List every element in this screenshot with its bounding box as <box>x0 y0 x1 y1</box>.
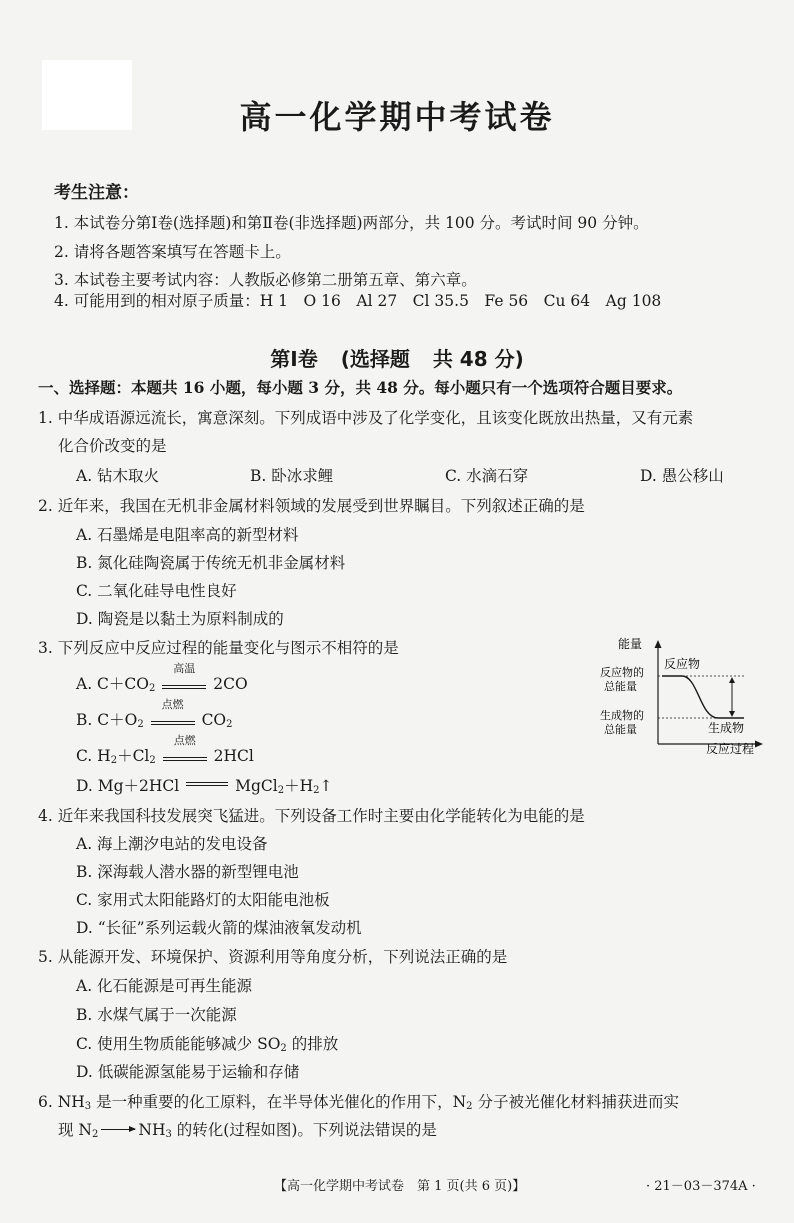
x-axis-label: 反应过程 <box>706 742 755 754</box>
q6-s1-post: 分子被光催化材料捕获进而实 <box>472 1093 679 1111</box>
q2-stem: 2. 近年来，我国在无机非金属材料领域的发展受到世界瞩目。下列叙述正确的是 <box>38 497 585 515</box>
q3-b-condition <box>151 698 195 725</box>
notice-item-1: 1. 本试卷分第Ⅰ卷(选择题)和第Ⅱ卷(非选择题)两部分，共 100 分。考试时间 90 分钟。 <box>54 214 649 232</box>
q5-option-d: D. 低碳能源氢能易于运输和存储 <box>76 1063 300 1081</box>
q5-stem: 5. 从能源开发、环境保护、资源利用等角度分析，下列说法正确的是 <box>38 948 508 966</box>
q3-b-cond-label: 点燃 <box>161 698 184 711</box>
q1-stem-2: 化合价改变的是 <box>58 437 167 455</box>
q3-a-sub: 2 <box>148 683 156 694</box>
q3-c-sub1: 2 <box>110 755 118 766</box>
instruction: 一、选择题：本题共 16 小题，每小题 3 分，共 48 分。每小题只有一个选项符合题目要求。 <box>38 378 683 397</box>
q2-option-b: B. 氮化硅陶瓷属于传统无机非金属材料 <box>76 554 346 572</box>
q3-c-mid: ＋Cl <box>117 747 150 765</box>
q3-c-condition <box>163 734 207 761</box>
q3-d-gas-arrow: ↑ <box>319 777 333 795</box>
q5-option-b: B. 水煤气属于一次能源 <box>76 1006 237 1024</box>
q6-s1-pre: 6. NH <box>38 1093 85 1111</box>
q6-s2-sub2: 3 <box>165 1129 172 1140</box>
q5-c-tail: 的排放 <box>286 1035 339 1053</box>
conversion-arrow-icon <box>101 1129 135 1130</box>
x-axis-arrowhead <box>755 741 763 748</box>
q1-option-a: A. 钻木取火 <box>76 467 160 485</box>
q3-c-rhs: 2HCl <box>213 747 254 765</box>
q3-d-equals <box>186 782 228 786</box>
product-energy-label-1: 生成物的 <box>600 709 644 722</box>
q3-d-sub2: 2 <box>313 785 320 796</box>
q3-option-a <box>76 662 248 699</box>
notice-item-2: 2. 请将各题答案填写在答题卡上。 <box>54 243 291 261</box>
q3-d-rhs: MgCl <box>235 777 278 795</box>
y-axis-label: 能量 <box>618 637 643 651</box>
q6-s2-mid: NH <box>138 1121 166 1139</box>
q3-b-rhs-sub: 2 <box>226 719 233 730</box>
q5-option-a: A. 化石能源是可再生能源 <box>76 977 253 995</box>
energy-difference-arrowhead-down <box>729 711 735 717</box>
exam-code: · 21－03－374A · <box>646 1179 756 1194</box>
q6-s1-sub1: 3 <box>84 1101 92 1112</box>
q6-s1-mid: 是一种重要的化工原料，在半导体光催化的作用下，N <box>91 1093 467 1111</box>
q3-b-sub: 2 <box>137 719 144 730</box>
page-title: 高一化学期中考试卷 <box>239 98 555 136</box>
q4-option-c: C. 家用式太阳能路灯的太阳能电池板 <box>76 891 330 909</box>
section-heading <box>0 343 794 372</box>
reactant-energy-label-1: 反应物的 <box>600 666 644 679</box>
q5-c-sub: 2 <box>280 1043 287 1054</box>
q6-stem-1 <box>38 1092 679 1117</box>
q3-d-lhs: D. Mg＋2HCl <box>76 777 180 795</box>
q3-c-cond-label: 点燃 <box>173 734 196 747</box>
q3-a-rhs: 2CO <box>213 675 248 693</box>
q3-b-rhs: CO <box>201 711 227 729</box>
q3-a-lhs: A. C＋CO <box>76 675 149 693</box>
q3-d-tail: ＋H <box>284 777 314 795</box>
reactant-label: 反应物 <box>664 657 701 671</box>
q3-c-sub2: 2 <box>149 755 156 766</box>
q2-option-c: C. 二氧化硅导电性良好 <box>76 582 237 600</box>
q3-option-d <box>76 776 333 801</box>
q1-option-d: D. 愚公移山 <box>640 467 724 485</box>
section-name: (选择题 <box>340 347 410 371</box>
q5-option-c <box>76 1034 338 1059</box>
q4-stem: 4. 近年来我国科技发展突飞猛进。下列设备工作时主要由化学能转化为电能的是 <box>38 807 585 825</box>
section-part: 第Ⅰ卷 <box>270 347 318 371</box>
q4-option-b: B. 深海载人潜水器的新型锂电池 <box>76 863 299 881</box>
q6-s1-sub2: 2 <box>466 1101 473 1112</box>
product-energy-label-2: 总能量 <box>604 723 637 736</box>
q1-option-b: B. 卧冰求鲤 <box>250 467 334 485</box>
q2-option-a: A. 石墨烯是电阻率高的新型材料 <box>76 526 299 544</box>
q4-option-a: A. 海上潮汐电站的发电设备 <box>76 835 268 853</box>
q5-c-text: C. 使用生物质能能够减少 SO <box>76 1035 281 1053</box>
q6-stem-2 <box>58 1120 437 1145</box>
q6-s2-pre: 现 N <box>58 1121 92 1139</box>
q3-b-lhs: B. C＋O <box>76 711 138 729</box>
page-footer: 【高一化学期中考试卷 第 1 页(共 6 页)】 <box>274 1179 526 1194</box>
energy-diagram <box>594 632 766 754</box>
energy-difference-arrowhead-up <box>729 677 735 683</box>
notice-item-4: 4. 可能用到的相对原子质量：H 1 O 16 Al 27 Cl 35.5 Fe 56 Cu 64 Ag 108 <box>54 292 662 310</box>
q3-option-c <box>76 734 254 771</box>
q6-s2-post: 的转化(过程如图)。下列说法错误的是 <box>171 1121 437 1139</box>
q3-d-sub: 2 <box>277 785 285 796</box>
q1-stem-1: 1. 中华成语源远流长，寓意深刻。下列成语中涉及了化学变化，且该变化既放出热量，又有元素 <box>38 409 694 427</box>
q6-s2-sub1: 2 <box>92 1129 99 1140</box>
q4-option-d: D. “长征”系列运载火箭的煤油液氧发动机 <box>76 919 362 937</box>
q2-option-d: D. 陶瓷是以黏土为原料制成的 <box>76 610 284 628</box>
q3-c-lhs: C. H <box>76 747 111 765</box>
q1-option-c: C. 水滴石穿 <box>445 467 529 485</box>
q3-a-cond-label: 高温 <box>173 662 196 675</box>
section-score: 共 48 分) <box>432 347 524 371</box>
q3-option-b <box>76 698 233 735</box>
notice-heading: 考生注意： <box>54 183 139 203</box>
y-axis-arrowhead <box>655 640 662 648</box>
notice-item-3: 3. 本试卷主要考试内容：人教版必修第二册第五章、第六章。 <box>54 271 477 289</box>
reactant-energy-label-2: 总能量 <box>604 680 637 693</box>
q3-stem: 3. 下列反应中反应过程的能量变化与图示不相符的是 <box>38 639 399 657</box>
q3-a-condition <box>162 662 206 689</box>
product-label: 生成物 <box>708 721 745 735</box>
